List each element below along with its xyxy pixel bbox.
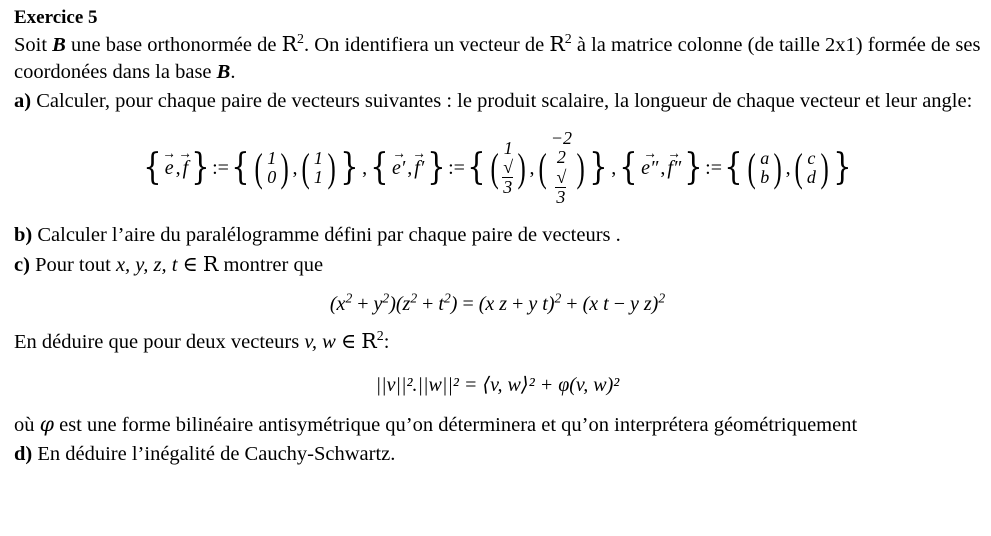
intro-text-1: Soit [14,33,53,56]
intro-text-5: 2x1) formée de ses coordonées dans la base [14,33,981,83]
set-brace-close-1: } [340,147,359,189]
column-vector-2b [549,129,574,208]
norm-formula: ||v||².||w||² = ⟨v, w⟩² + φ(v, w)² [375,373,620,396]
assign-2: := [448,156,465,179]
item-a-label: a) [14,89,32,112]
paren-open-3b: ( [794,144,803,190]
cell-2a-top: 1 [503,137,513,158]
paren-open-1b: ( [301,144,310,190]
item-b-label: b) [14,223,33,246]
assign-3: := [705,156,722,179]
brace-close-2: } [427,147,446,189]
set-brace-open-2: { [467,147,486,189]
item-a-text-cont: et leur angle: [865,89,973,112]
cell-2b-bottom [556,148,566,207]
vector-sets-line [14,129,981,208]
brace-open-3: { [619,147,638,189]
vec-comma-3: , [785,156,791,179]
intro-paragraph [14,31,981,86]
item-c-text-2: ∈ [177,253,203,276]
item-c-text-3: montrer que [218,253,324,276]
id-x2: x [485,292,495,315]
paren-close-2a: ) [517,144,526,190]
phi-note-paragraph [14,411,981,439]
vec-comma-2: , [529,156,535,179]
vector-f-symbol: f → [182,157,190,180]
cell-3b-top: c [807,147,816,168]
column-vector-3a [758,149,771,188]
id-y3: y [629,292,639,315]
brace-close-1: } [191,147,210,189]
identity-equation [14,290,981,316]
cell-1b-bottom: 1 [313,167,323,188]
item-c-vars: x, y, z, t [115,253,178,276]
item-c-text-1: Pour tout [29,253,116,276]
paren-close-3a: ) [773,144,783,190]
item-b-paragraph [14,222,981,249]
set-brace-open-3: { [724,147,743,189]
reals-exponent-2: 2 [564,31,572,47]
id-eq: = [462,292,474,315]
identity-formula: $(x^2 + y^2)(z^2 + t^2) = (x$ z + y t)$^2$ + (x t − y z)$^2$ [329,290,666,315]
id-sup5: 2 [554,290,562,306]
id-z3: z [643,292,652,315]
deduce-reals: R [361,328,377,353]
paren-close-1a: ) [280,144,289,190]
norm-identity-equation [14,372,981,397]
id-t2: t [542,292,548,315]
deduce-sup: 2 [376,328,384,344]
cell-1b-top: 1 [313,147,323,168]
item-d-label: d) [14,442,33,465]
id-t1: t [438,292,444,315]
id-sup4: 2 [443,290,451,306]
cell-2b-top: −2 [550,127,572,148]
column-vector-2a [501,139,515,198]
id-z1: z [402,292,411,315]
phi-note-2: est une forme bilinéaire antisymétrique qu’on déterminera et qu’on interprétera géométriquement [53,413,858,436]
sqrt-symbol-2b: √ [556,166,567,187]
id-sup2: 2 [382,290,390,306]
paren-close-2b: ) [576,144,585,190]
vector-e-second-symbol: e″ → [640,157,659,180]
column-vector-1b [312,149,325,188]
item-c-reals: R [202,251,219,276]
brace-close-3: } [684,147,703,189]
vector-e-symbol: e → [164,157,175,180]
sets-comma-1: , [362,156,368,179]
vec-comma-1: , [292,156,298,179]
phi-symbol: φ [39,411,54,436]
deduce-text-3: : [383,330,390,353]
vector-f-second-symbol: f″ → [666,157,682,180]
id-minus: − [613,292,625,315]
id-x3: x [589,292,599,315]
id-z2: z [499,292,508,315]
deduce-paragraph [14,328,981,356]
item-a-text: Calculer, pour chaque paire de vecteurs suivantes : le produit scalaire, la longueur de chaque vecteur [31,89,861,112]
cell-2a-bottom [503,158,513,198]
paren-open-2b: ( [538,144,547,190]
reals-exponent-1: 2 [297,31,305,47]
cell-1a-bottom: 0 [267,167,277,188]
id-t3: t [603,292,609,315]
sqrt-arg-2b: 3 [556,187,566,208]
id-sup1: 2 [345,290,353,306]
set-brace-close-2: } [589,147,608,189]
set1-comma: , [175,156,181,179]
item-a-paragraph [14,88,981,115]
sqrt-arg-2a: 3 [503,177,513,198]
id-plus2: + [422,292,434,315]
intro-text-2: une base orthonormée de [65,33,282,56]
column-vector-1a [265,149,278,188]
set3-comma: , [660,156,666,179]
paren-close-1b: ) [327,144,336,190]
item-d-text: En déduire l’inégalité de Cauchy-Schwartz. [32,442,396,465]
sqrt-symbol-2a: √ [503,157,514,178]
sets-comma-2: , [611,156,617,179]
set2-comma: , [407,156,413,179]
id-sup6: 2 [658,290,666,306]
item-b-text: Calculer l’aire du paralélogramme défini par chaque paire de vecteurs . [32,223,621,246]
paren-close-3b: ) [820,144,829,190]
id-plus1: + [357,292,369,315]
intro-text-3: . On identifiera un vecteur de [304,33,550,56]
script-b-symbol-2: B [216,60,231,83]
id-sup3: 2 [410,290,418,306]
assign-1: := [212,156,229,179]
id-plus4: + [566,292,578,315]
script-b-symbol-1: B [52,33,66,56]
intro-text-6: . [230,60,236,83]
item-c-label: c) [14,253,30,276]
deduce-vars: v, w [304,330,336,353]
reals-symbol-2: R [549,31,565,56]
paren-open-3a: ( [747,144,756,190]
vector-e-prime-symbol: e′ → [391,157,406,180]
cell-3a-bottom: b [760,167,770,188]
id-y2: y [528,292,538,315]
item-c-paragraph [14,251,981,279]
reals-symbol-1: R [281,31,298,56]
paren-open-2a: ( [490,144,499,190]
cell-1a-top: 1 [267,147,277,168]
brace-open-1: { [143,147,162,189]
deduce-text-2: ∈ [335,330,362,353]
id-plus3: + [512,292,524,315]
brace-open-2: { [370,147,389,189]
column-vector-3b [805,149,818,188]
id-y1: y [373,292,383,315]
cell-3b-bottom: d [806,167,816,188]
id-x1: x [336,292,346,315]
set-brace-close-3: } [833,147,852,189]
phi-note-1: où [14,413,40,436]
vector-f-prime-symbol: f′ → [413,157,425,180]
paren-open-1a: ( [254,144,263,190]
item-d-paragraph [14,441,981,468]
exercise-title: Exercice 5 [14,7,98,28]
set-brace-open-1: { [231,147,250,189]
cell-3a-top: a [760,147,770,168]
deduce-text-1: En déduire que pour deux vecteurs [14,330,305,353]
intro-text-4: à la matrice colonne (de taille [571,33,820,56]
sqrt-coef-2b: 2 [556,147,566,168]
